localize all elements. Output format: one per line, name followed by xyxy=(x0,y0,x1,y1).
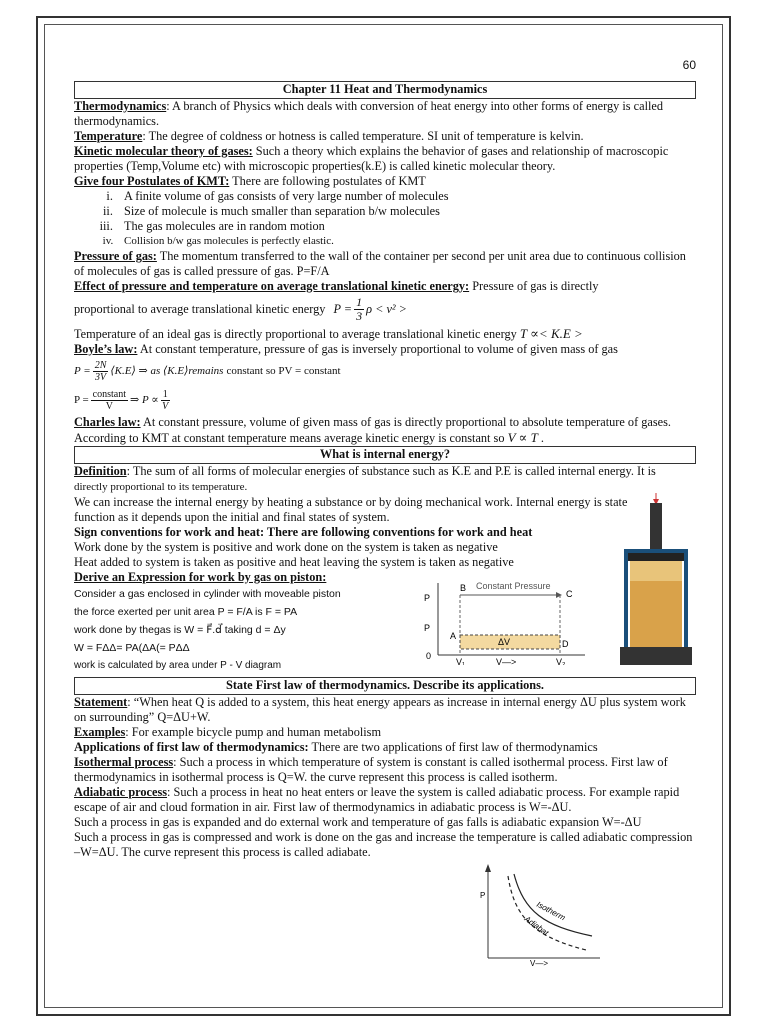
page-number: 60 xyxy=(682,58,696,72)
piston-cylinder-image xyxy=(616,491,696,669)
pv-v1-label: V₁ xyxy=(456,657,466,665)
increase-internal-energy: We can increase the internal energy by heating a substance or by doing mechanical work. Internal energy is state function as it depends upon the initial and final states of system. xyxy=(74,495,628,524)
boyle-law: Boyle’s law: At constant temperature, pressure of gas is inversely proportional to volume of given mass of gas xyxy=(74,342,618,356)
thermodynamics-definition: Thermodynamics: A branch of Physics which deals with conversion of heat energy into other forms of energy is called thermodynamics. xyxy=(74,99,664,128)
boyle-formula-2: P = $\frac{\text{constant}}{V}$ ⇒ P ∝ $\frac{1}{V}$ xyxy=(74,388,169,412)
pv-a-label: A xyxy=(450,631,457,641)
pv-c-label: C xyxy=(566,589,573,599)
derivation-line: work done by thegas is W = F⃗.d⃗ taking d = Δy xyxy=(74,624,286,636)
first-law-statement: Statement: “When heat Q is added to a system, this heat energy appears as increase in internal energy ΔU plus system work on surrounding” Q=ΔU+W. xyxy=(74,695,686,724)
isotherm-label: Isotherm xyxy=(535,899,567,923)
work-derivation xyxy=(74,581,696,677)
boyle-formula-1: P = $\frac{2N}{3V}$ ⟨K.E⟩ ⇒ as ⟨K.E⟩remains constant so PV = constant xyxy=(74,359,341,383)
internal-energy-section xyxy=(74,495,696,677)
charles-law: Charles law: At constant pressure, volume of given mass of gas is directly proportional to absolute temperature of gases. According to KMT at constant temperature means average kinetic energy is constant so V ∝ T . xyxy=(74,415,671,445)
sign-conventions-heading: Sign conventions for work and heat: There are following conventions for work and heat xyxy=(74,525,533,539)
internal-energy-definition: Definition: The sum of all forms of molecular energies of substance such as K.E and P.E is called internal energy. It is directly proportional to its temperature. xyxy=(74,464,656,493)
temperature-proportion: Temperature of an ideal gas is directly proportional to average translational kinetic energy T ∝< K.E > xyxy=(74,326,583,341)
list-item: i. A finite volume of gas consists of very large number of molecules xyxy=(116,189,696,204)
pv-diagram xyxy=(420,575,590,665)
pv-d-label: D xyxy=(562,639,569,649)
first-law-title: State First law of thermodynamics. Describe its applications. xyxy=(74,677,696,695)
derivation-line: W = FΔΔ= PA(ΔA(= PΔΔ xyxy=(74,642,190,654)
derive-heading: Derive an Expression for work by gas on piston: xyxy=(74,570,327,584)
adiabatic-process: Adiabatic process: Such a process in heat no heat enters or leave the system is called adiabatic process. For example rapid escape of air and cloud formation in air. First law of thermodynamics in adiabatic process is W=-ΔU. xyxy=(74,785,680,814)
isotherm-adiabat-diagram xyxy=(474,864,604,966)
work-sign-convention: Work done by the system is positive and work done on the system is taken as negative xyxy=(74,540,498,554)
adiabatic-compression: Such a process in gas is compressed and work is done on the gas and increase the temperature is called adiabatic compression –W=ΔU. The curve represent this process is called adiabate. xyxy=(74,830,693,859)
applications-heading: Applications of first law of thermodynamics: There are two applications of first law of thermodynamics xyxy=(74,740,598,754)
pv-v-arrow-label: V—> xyxy=(496,657,517,665)
derivation-line: the force exerted per unit area P = F/A is F = PA xyxy=(74,606,298,618)
postulates-heading: Give four Postulates of KMT: There are following postulates of KMT xyxy=(74,174,426,188)
pv-b-label: B xyxy=(460,583,467,593)
pressure-formula-line: proportional to average translational kinetic energy P = $\frac{1}{3}$ ρ < v² > xyxy=(74,294,407,323)
isothermal-process: Isothermal process: Such a process in which temperature of system is constant is called isothermal process. First law of thermodynamics in isothermal process is Q=W. the curve represent this process is called isotherm. xyxy=(74,755,668,784)
pv-v2-label: V₂ xyxy=(556,657,566,665)
pv-p-label-lower: P xyxy=(424,623,431,633)
internal-energy-title: What is internal energy? xyxy=(74,446,696,464)
curve-p-label: P xyxy=(480,891,486,900)
curve-v-label: V—> xyxy=(530,959,549,966)
list-item: iii. The gas molecules are in random motion xyxy=(116,219,696,234)
pressure-formula: P = $\frac{1}{3}$ ρ < v² > xyxy=(333,294,407,323)
kmt-definition: Kinetic molecular theory of gases: Such a theory which explains the behavior of gases and relationship of macroscopic properties (Temp,Volume etc) with microscopic properties(k.E) is called kinetic molecular theory. xyxy=(74,144,669,173)
pv-p-label: P xyxy=(424,593,431,603)
first-law-examples: Examples: For example bicycle pump and human metabolism xyxy=(74,725,382,739)
pressure-definition: Pressure of gas: The momentum transferred to the wall of the container per second per unit area due to continuous collision of molecules of gas is called pressure of gas. P=F/A xyxy=(74,249,686,278)
heat-sign-convention: Heat added to system is taken as positive and heat leaving the system is taken as negative xyxy=(74,555,514,569)
derivation-line: Consider a gas enclosed in cylinder with moveable piston xyxy=(74,588,341,600)
pv-title: Constant Pressure xyxy=(476,581,551,591)
pv-origin-label: 0 xyxy=(426,651,432,661)
list-item: ii. Size of molecule is much smaller than separation b/w molecules xyxy=(116,204,696,219)
temperature-definition: Temperature: The degree of coldness or hotness is called temperature. SI unit of temperature is kelvin. xyxy=(74,129,584,143)
postulates-list xyxy=(74,189,696,249)
adiabat-label: Adiabat xyxy=(522,914,551,938)
document-page xyxy=(74,58,696,966)
chapter-title: Chapter 11 Heat and Thermodynamics xyxy=(74,81,696,99)
effect-heading: Effect of pressure and temperature on average translational kinetic energy: Pressure of gas is directly xyxy=(74,279,599,293)
list-item: iv. Collision b/w gas molecules is perfectly elastic. xyxy=(116,234,696,249)
pv-dv-label: ΔV xyxy=(498,637,511,647)
derivation-line: work is calculated by area under P - V diagram xyxy=(74,660,282,671)
adiabatic-expansion: Such a process in gas is expanded and do external work and temperature of gas falls is adiabatic expansion W=-ΔU xyxy=(74,815,642,829)
